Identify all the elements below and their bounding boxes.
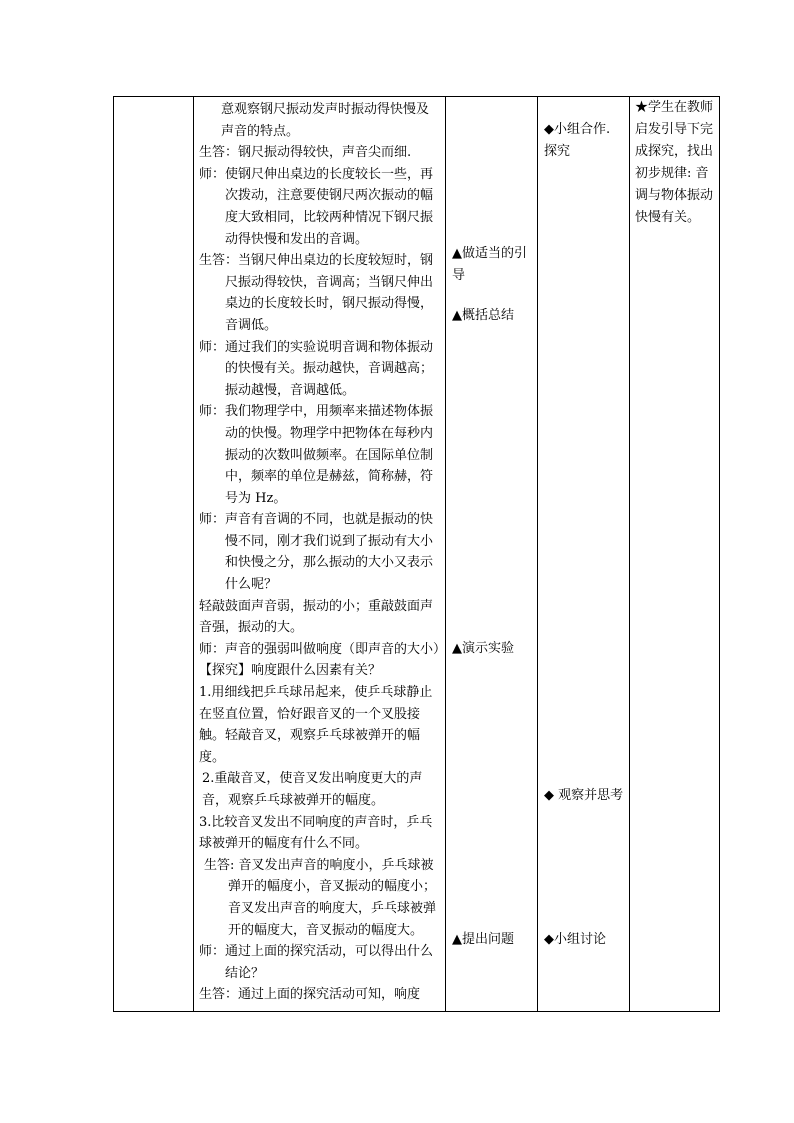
- para-step-1: 1.用细线把乒乓球吊起来，使乒乓球静止在竖直位置，恰好跟音叉的一个叉股接触。轻敲音叉，观察乒乓球被弹开的幅度。: [199, 685, 433, 765]
- teacher-guide: ▲做适当的引导: [452, 246, 527, 283]
- para-student-answer-2: 生答：当钢尺伸出桌边的长度较短时，钢尺振动得较快，音调高；当钢尺伸出桌边的长度较长时，钢尺振动得慢，音调低。: [199, 253, 434, 333]
- para-teacher-1: 师：使钢尺伸出桌边的长度较长一些，再次拨动，注意要使钢尺两次振动的幅度大致相同，比较两种情况下钢尺振动得快慢和发出的音调。: [199, 166, 434, 247]
- lesson-table: [113, 96, 720, 1012]
- para-student-answer-3: 生答: 音叉发出声音的响度小，乒乓球被弹开的幅度小，音叉振动的幅度小；音叉发出声音的响度大，乒乓球被弹开的幅度大，音叉振动的幅度大。: [204, 857, 437, 938]
- para-explore-title: 【探究】响度跟什么因素有关？: [199, 663, 382, 679]
- column-segment: [114, 97, 194, 1011]
- para-teacher-5: 师：声音的强弱叫做响度（即声音的大小）: [199, 641, 447, 657]
- para-student-answer-1: 生答：钢尺振动得较快，声音尖而细.: [199, 145, 412, 161]
- student-observe: ◆ 观察并思考: [544, 788, 624, 803]
- para-teacher-2: 师：通过我们的实验说明音调和物体振动的快慢有关。振动越快，音调越高；振动越慢，音调越低。: [199, 339, 434, 398]
- intent-text: ★学生在教师启发引导下完成探究，找出初步规律: 音调与物体振动快慢有关。: [635, 100, 714, 225]
- para-drum: 轻敲鼓面声音弱，振动的小；重敲鼓面声音强，振动的大。: [199, 598, 434, 636]
- column-teacher-activity: [446, 97, 538, 1011]
- teacher-question: ▲提出问题: [452, 932, 514, 947]
- column-student-activity: [538, 97, 630, 1011]
- para-student-answer-4: 生答：通过上面的探究活动可知，响度: [199, 987, 421, 1003]
- para-step-3: 3.比较音叉发出不同响度的声音时，乒乓球被弹开的幅度有什么不同。: [199, 814, 433, 852]
- column-teaching-process: [194, 97, 446, 1011]
- teacher-summary: ▲概括总结: [452, 308, 514, 323]
- para-teacher-3: 师：我们物理学中，用频率来描述物体振动的快慢。物理学中把物体在每秒内振动的次数叫做频率。在国际单位制中，频率的单位是赫兹，简称赫，符号为 Hz。: [199, 404, 434, 506]
- column-design-intent: [630, 97, 721, 1011]
- process-text: [199, 99, 447, 1006]
- student-group-explore: ◆小组合作. 探究: [544, 122, 611, 159]
- para-observe: 意观察钢尺振动发声时振动得快慢及声音的特点。: [221, 102, 430, 139]
- student-discuss: ◆小组讨论: [544, 932, 606, 947]
- para-step-2: 2.重敲音叉，使音叉发出响度更大的声音，观察乒乓球被弹开的幅度。: [202, 771, 423, 808]
- para-teacher-6: 师：通过上面的探究活动，可以得出什么结论？: [199, 944, 434, 981]
- teacher-demo: ▲演示实验: [452, 641, 514, 656]
- para-teacher-4: 师：声音有音调的不同，也就是振动的快慢不同，刚才我们说到了振动有大小和快慢之分，那么振动的大小又表示什么呢？: [199, 512, 434, 593]
